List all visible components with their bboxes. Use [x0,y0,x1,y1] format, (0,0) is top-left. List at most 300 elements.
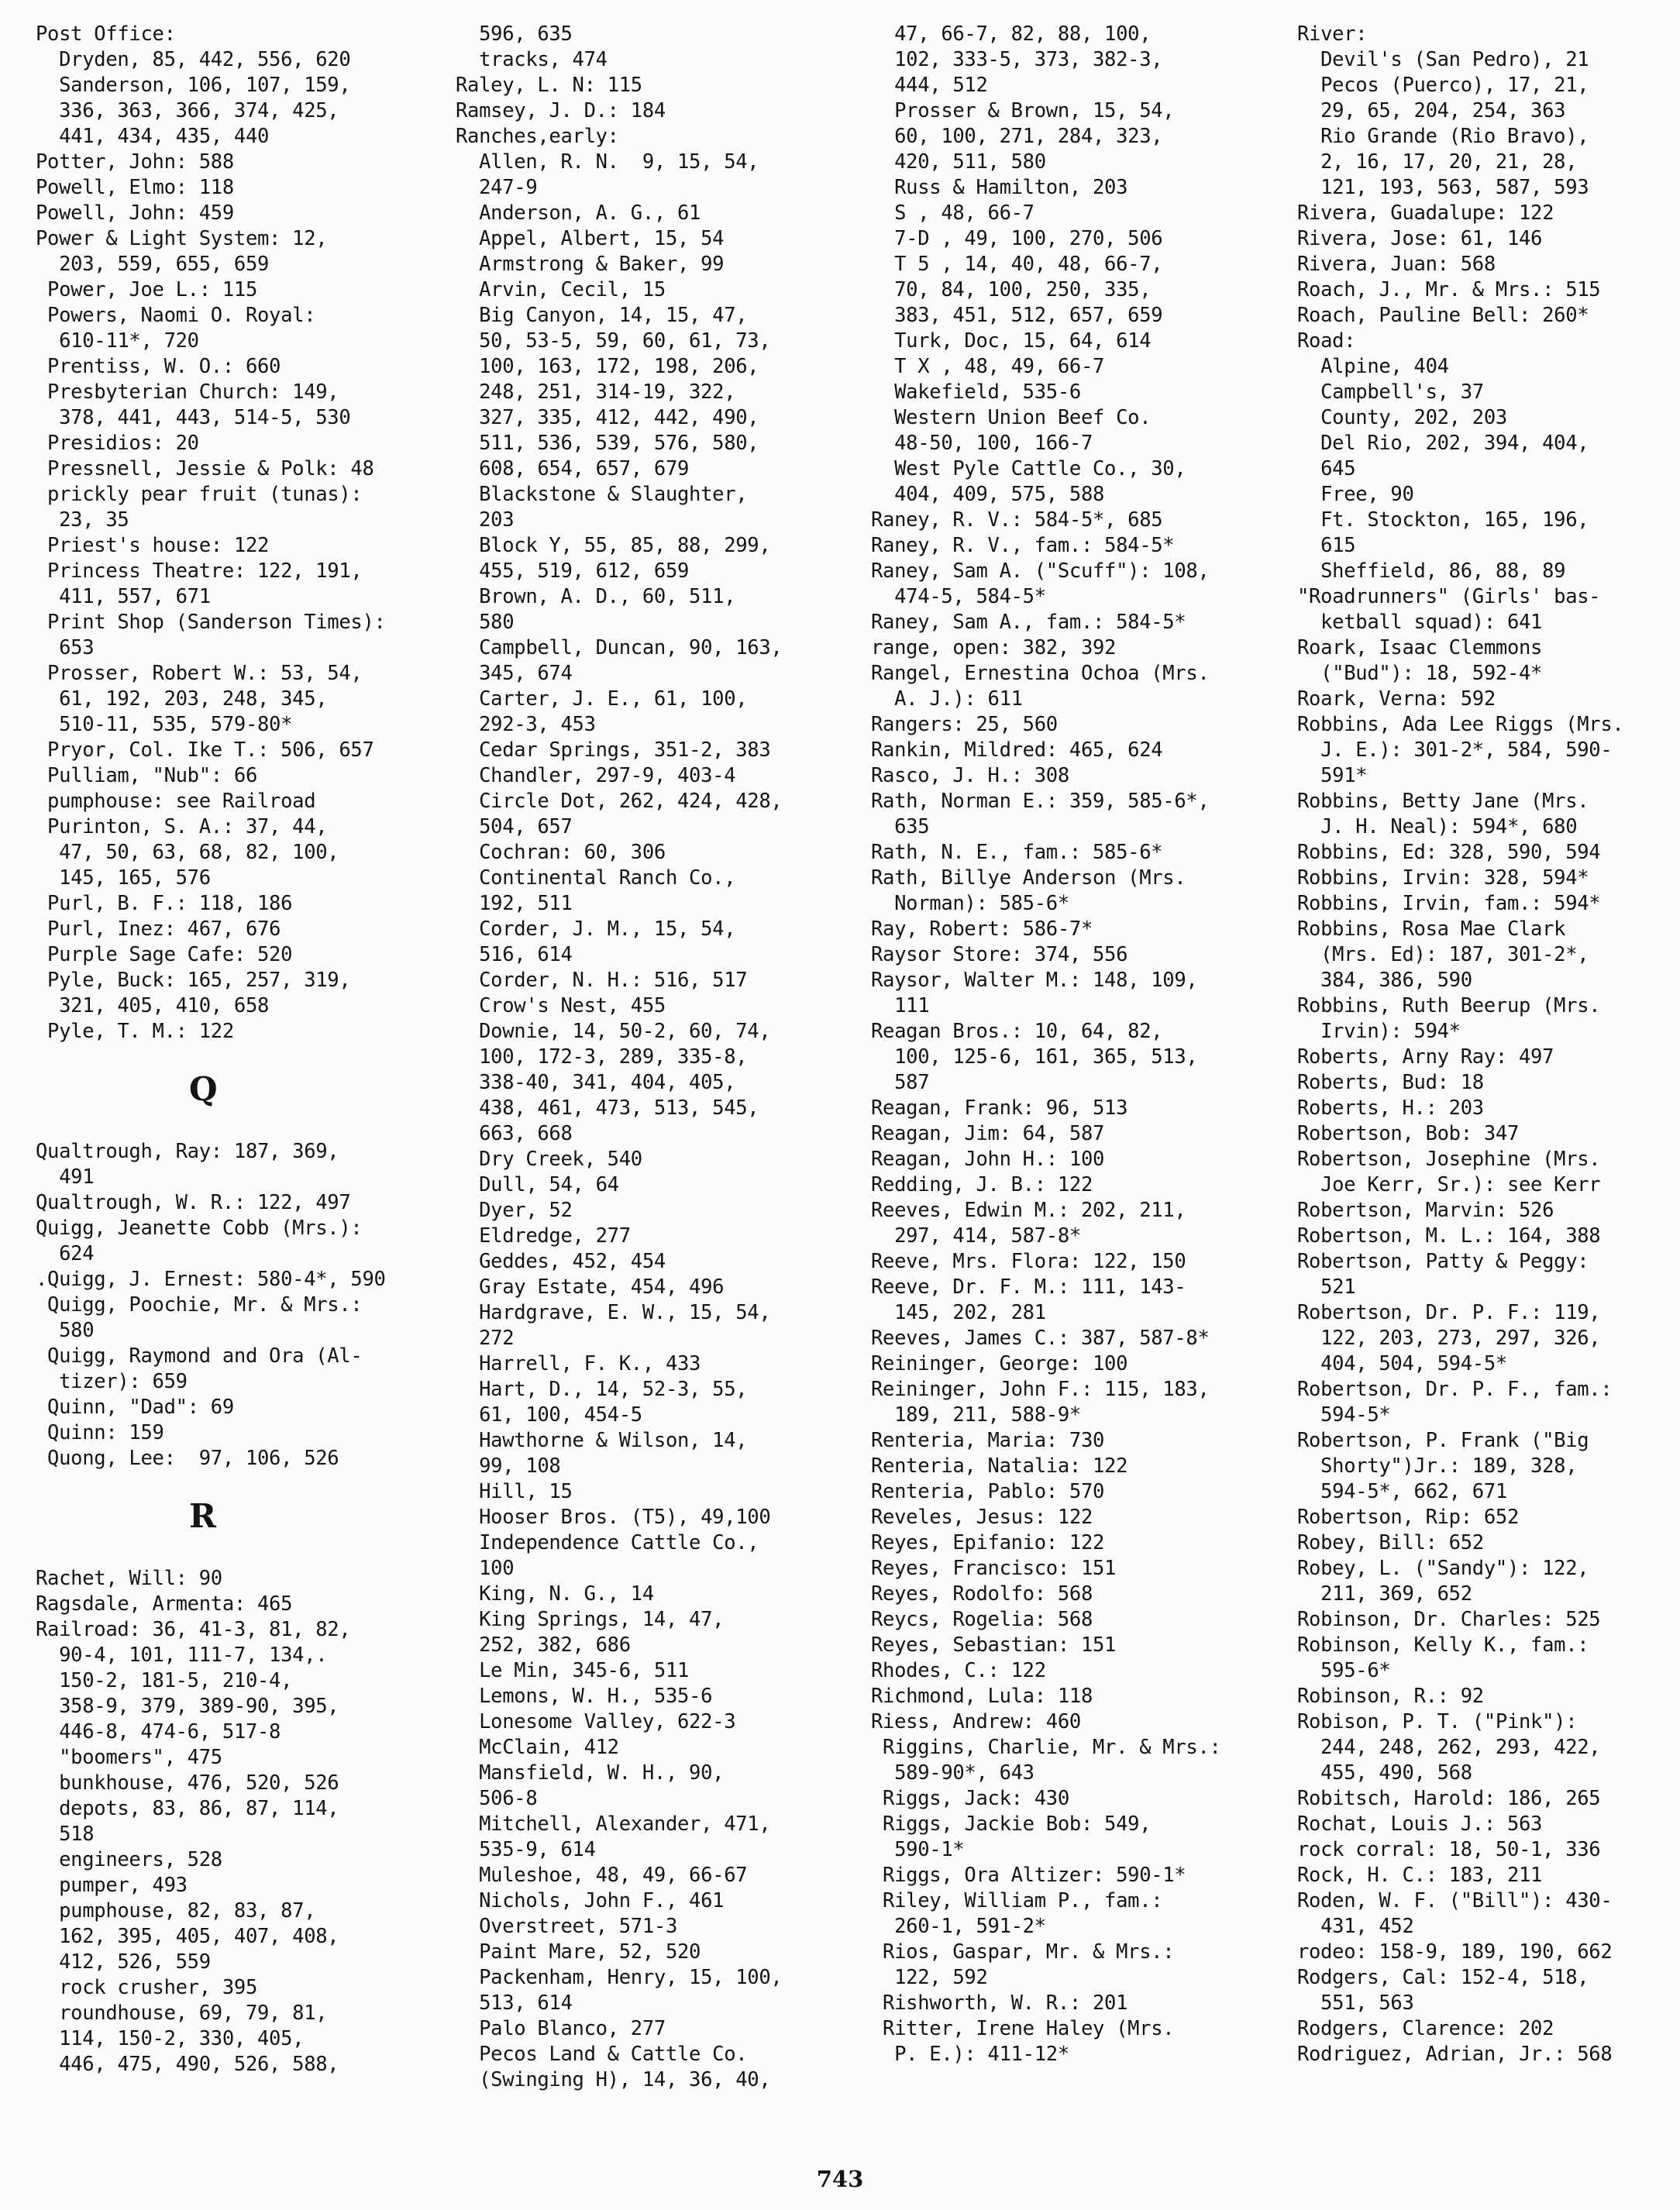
index-entry-line: 338-40, 341, 404, 405, [456,1071,736,1094]
index-entry-line: 102, 333-5, 373, 382-3, [871,48,1163,71]
index-entry-line: Rock, H. C.: 183, 211 [1297,1864,1543,1887]
index-entry-line: Robison, P. T. ("Pink"): [1297,1710,1578,1733]
index-entry-line: 444, 512 [871,74,988,97]
index-entry-line: Block Y, 55, 85, 88, 299, [456,534,771,557]
index-entry-line: T 5 , 14, 40, 48, 66-7, [871,253,1163,276]
index-entry-line: Pecos Land & Cattle Co. [456,2043,748,2066]
index-entry-line: Blackstone & Slaughter, [456,483,748,506]
index-entry-line: Ray, Robert: 586-7* [871,917,1093,941]
index-entry-line: 591* [1297,764,1368,787]
index-entry-line: Raysor, Walter M.: 148, 109, [871,969,1198,992]
index-entry-line: 192, 511 [456,892,573,915]
index-entry-line: Post Office: [36,22,176,46]
index-entry-line: Power, Joe L.: 115 [36,278,257,301]
index-column-2 [456,22,782,2093]
index-entry-line: 594-5* [1297,1403,1391,1427]
index-entry-line: Brown, A. D., 60, 511, [456,585,736,608]
index-entry-line: 358-9, 379, 389-90, 395, [36,1695,339,1718]
index-entry-line: 189, 211, 588-9* [871,1403,1081,1427]
index-entry-line: Riess, Andrew: 460 [871,1710,1081,1733]
index-entry-line: Raney, R. V.: 584-5*, 685 [871,508,1163,532]
index-entry-line: J. E.): 301-2*, 584, 590- [1297,738,1613,762]
index-entry-line: Princess Theatre: 122, 191, [36,559,363,583]
section-letter-heading: R [189,1497,216,1535]
index-entry-line: 446-8, 474-6, 517-8 [36,1720,281,1744]
index-column-1 [36,22,386,2077]
index-entry-line: Robbins, Betty Jane (Mrs. [1297,790,1589,813]
index-entry-line: Geddes, 452, 454 [456,1250,666,1273]
index-entry-line: 610-11*, 720 [36,329,199,353]
index-entry-line: 441, 434, 435, 440 [36,125,270,148]
index-entry-line: Railroad: 36, 41-3, 81, 82, [36,1618,351,1641]
index-entry-line: 596, 635 [456,22,573,46]
index-entry-line: Rath, N. E., fam.: 585-6* [871,841,1163,864]
index-entry-line: Pulliam, "Nub": 66 [36,764,257,787]
index-entry-line: Arvin, Cecil, 15 [456,278,666,301]
index-entry-line: pumphouse, 82, 83, 87, [36,1899,316,1923]
index-entry-line: Rivera, Guadalupe: 122 [1297,201,1554,225]
index-entry-line: Armstrong & Baker, 99 [456,253,725,276]
index-entry-line: Mansfield, W. H., 90, [456,1761,725,1785]
index-entry-line: depots, 83, 86, 87, 114, [36,1797,339,1820]
index-entry-line: ketball squad): 641 [1297,611,1543,634]
index-entry-line: Reagan Bros.: 10, 64, 82, [871,1020,1163,1043]
index-entry-line: Irvin): 594* [1297,1020,1461,1043]
index-entry-line: 203, 559, 655, 659 [36,253,270,276]
index-entry-line: Roark, Isaac Clemmons [1297,636,1543,659]
index-entry-line: 70, 84, 100, 250, 335, [871,278,1152,301]
index-entry-line: Powell, Elmo: 118 [36,176,234,199]
index-entry-line: Print Shop (Sanderson Times): [36,611,386,634]
index-entry-line: 645 [1297,457,1356,480]
index-entry-line: Rangers: 25, 560 [871,713,1058,736]
index-entry-line: Reyes, Epifanio: 122 [871,1531,1105,1554]
index-entry-line: 624 [36,1242,95,1265]
index-entry-line: tracks, 474 [456,48,608,71]
index-entry-line: P. E.): 411-12* [871,2043,1069,2066]
index-entry-line: 580 [36,1319,95,1342]
index-entry-line: Reeve, Mrs. Flora: 122, 150 [871,1250,1186,1273]
index-entry-line: Roberts, Arny Ray: 497 [1297,1045,1554,1069]
index-entry-line: Renteria, Natalia: 122 [871,1454,1128,1478]
index-entry-line: Road: [1297,329,1356,353]
index-entry-line: Allen, R. N. 9, 15, 54, [456,150,759,174]
index-entry-line: 384, 386, 590 [1297,969,1472,992]
index-entry-line: (Swinging H), 14, 36, 40, [456,2068,771,2091]
index-entry-line: Ranches,early: [456,125,619,148]
index-entry-line: Le Min, 345-6, 511 [456,1659,690,1682]
index-entry-line: 7-D , 49, 100, 270, 506 [871,227,1163,250]
index-entry-line: 551, 563 [1297,1991,1414,2015]
index-entry-line: Powell, John: 459 [36,201,234,225]
index-entry-line: Rachet, Will: 90 [36,1567,222,1590]
index-entry-line: 345, 674 [456,662,573,685]
index-entry-line: 474-5, 584-5* [871,585,1046,608]
index-entry-line: Raney, Sam A., fam.: 584-5* [871,611,1186,634]
index-entry-line: Renteria, Maria: 730 [871,1429,1105,1452]
index-entry-line: Robertson, Bob: 347 [1297,1122,1519,1145]
index-entry-line: Norman): 585-6* [871,892,1069,915]
index-entry-line: Hardgrave, E. W., 15, 54, [456,1301,771,1324]
index-entry-line: 297, 414, 587-8* [871,1224,1081,1248]
index-entry-line: Quigg, Jeanette Cobb (Mrs.): [36,1217,363,1240]
index-entry-line: Appel, Albert, 15, 54 [456,227,725,250]
index-column-3 [871,22,1221,2067]
index-entry-line: "boomers", 475 [36,1746,222,1769]
index-entry-line: Reyes, Sebastian: 151 [871,1633,1117,1657]
index-entry-line: Rasco, J. H.: 308 [871,764,1069,787]
index-entry-line: 100, 163, 172, 198, 206, [456,355,759,378]
index-entry-line: Raney, Sam A. ("Scuff"): 108, [871,559,1210,583]
index-entry-line: Rhodes, C.: 122 [871,1659,1046,1682]
index-entry-line: Rochat, Louis J.: 563 [1297,1812,1543,1836]
page-number: 743 [816,2166,864,2192]
index-entry-line: Roden, W. F. ("Bill"): 430- [1297,1889,1613,1912]
index-entry-line: Palo Blanco, 277 [456,2017,666,2040]
index-entry-line: Turk, Doc, 15, 64, 614 [871,329,1152,353]
index-entry-line: King Springs, 14, 47, [456,1608,725,1631]
index-entry-line: Rodgers, Cal: 152-4, 518, [1297,1966,1589,1989]
index-entry-line: Robertson, P. Frank ("Big [1297,1429,1589,1452]
index-entry-line: Robertson, Josephine (Mrs. [1297,1148,1601,1171]
index-entry-line: Chandler, 297-9, 403-4 [456,764,736,787]
index-entry-line: tizer): 659 [36,1370,188,1393]
index-entry-line: 247-9 [456,176,538,199]
index-entry-line: 111 [871,994,930,1017]
index-entry-line: Rath, Norman E.: 359, 585-6*, [871,790,1210,813]
index-entry-line: Shorty")Jr.: 189, 328, [1297,1454,1578,1478]
index-entry-line: Del Rio, 202, 394, 404, [1297,432,1589,455]
index-entry-line: 47, 50, 63, 68, 82, 100, [36,841,339,864]
index-entry-line: 589-90*, 643 [871,1761,1035,1785]
index-entry-line: Robertson, Marvin: 526 [1297,1199,1554,1222]
index-entry-line: 61, 192, 203, 248, 345, [36,687,328,711]
index-entry-line: Raley, L. N: 115 [456,74,642,97]
index-entry-line: 511, 536, 539, 576, 580, [456,432,759,455]
index-entry-line: Qualtrough, Ray: 187, 369, [36,1140,339,1163]
index-entry-line: County, 202, 203 [1297,406,1507,429]
index-entry-line: Alpine, 404 [1297,355,1449,378]
index-entry-line: Roach, Pauline Bell: 260* [1297,304,1589,327]
index-entry-line: Quigg, Raymond and Ora (Al- [36,1344,363,1368]
index-entry-line: 48-50, 100, 166-7 [871,432,1093,455]
index-entry-line: 100, 172-3, 289, 335-8, [456,1045,748,1069]
index-entry-line: 252, 382, 686 [456,1633,631,1657]
index-entry-line: 404, 504, 594-5* [1297,1352,1507,1375]
index-entry-line: 412, 526, 559 [36,1950,211,1974]
index-entry-line: Richmond, Lula: 118 [871,1685,1093,1708]
index-entry-line: Roberts, H.: 203 [1297,1096,1484,1120]
index-entry-line: 513, 614 [456,1991,573,2015]
index-entry-line: Robbins, Ruth Beerup (Mrs. [1297,994,1601,1017]
index-entry-line: Robbins, Ed: 328, 590, 594 [1297,841,1601,864]
index-entry-line: 383, 451, 512, 657, 659 [871,304,1163,327]
index-entry-line: Robinson, Dr. Charles: 525 [1297,1608,1601,1631]
index-entry-line: S , 48, 66-7 [871,201,1035,225]
index-entry-line: 336, 363, 366, 374, 425, [36,99,339,122]
index-entry-line: Quong, Lee: 97, 106, 526 [36,1447,339,1470]
index-entry-line: Corder, N. H.: 516, 517 [456,969,748,992]
index-entry-line: Robbins, Irvin: 328, 594* [1297,866,1589,890]
index-entry-line: 122, 592 [871,1966,988,1989]
index-entry-line: Rodriguez, Adrian, Jr.: 568 [1297,2043,1613,2066]
index-entry-line: bunkhouse, 476, 520, 526 [36,1771,339,1795]
index-entry-line: Rodgers, Clarence: 202 [1297,2017,1554,2040]
index-entry-line: Rangel, Ernestina Ochoa (Mrs. [871,662,1210,685]
index-entry-line: Reagan, John H.: 100 [871,1148,1105,1171]
index-entry-line: Crow's Nest, 455 [456,994,666,1017]
index-entry-line: 145, 202, 281 [871,1301,1046,1324]
index-entry-line: 122, 203, 273, 297, 326, [1297,1327,1601,1350]
index-entry-line: 455, 519, 612, 659 [456,559,690,583]
index-entry-line: Lonesome Valley, 622-3 [456,1710,736,1733]
index-entry-line: River: [1297,22,1368,46]
index-entry-line: engineers, 528 [36,1848,222,1871]
index-entry-line: 211, 369, 652 [1297,1582,1472,1606]
index-entry-line: Russ & Hamilton, 203 [871,176,1128,199]
index-entry-line: Cochran: 60, 306 [456,841,666,864]
index-entry-line: Rivera, Jose: 61, 146 [1297,227,1543,250]
index-entry-line: Robinson, R.: 92 [1297,1685,1484,1708]
index-entry-line: Purl, Inez: 467, 676 [36,917,281,941]
index-entry-line: Roberts, Bud: 18 [1297,1071,1484,1094]
index-entry-line: 535-9, 614 [456,1838,596,1861]
index-entry-line: Ragsdale, Armenta: 465 [36,1592,293,1616]
index-entry-line: Rishworth, W. R.: 201 [871,1991,1128,2015]
index-entry-line: 61, 100, 454-5 [456,1403,642,1427]
index-entry-line: Reyes, Francisco: 151 [871,1557,1117,1580]
index-entry-line: Rath, Billye Anderson (Mrs. [871,866,1186,890]
index-entry-line: Lemons, W. H., 535-6 [456,1685,713,1708]
index-entry-line: Reyes, Rodolfo: 568 [871,1582,1093,1606]
index-entry-line: Robbins, Ada Lee Riggs (Mrs. [1297,713,1624,736]
index-entry-line: 100, 125-6, 161, 365, 513, [871,1045,1198,1069]
index-entry-line: Raysor Store: 374, 556 [871,943,1128,966]
index-entry-line: Rios, Gaspar, Mr. & Mrs.: [871,1940,1175,1964]
index-entry-line: Powers, Naomi O. Royal: [36,304,316,327]
index-entry-line: Devil's (San Pedro), 21 [1297,48,1589,71]
index-entry-line: Western Union Beef Co. [871,406,1152,429]
index-entry-line: Overstreet, 571-3 [456,1915,677,1938]
index-entry-line: 420, 511, 580 [871,150,1046,174]
index-entry-line: ("Bud"): 18, 592-4* [1297,662,1543,685]
index-entry-line: 378, 441, 443, 514-5, 530 [36,406,351,429]
index-entry-line: Reeves, James C.: 387, 587-8* [871,1327,1210,1350]
index-entry-line: Dry Creek, 540 [456,1148,642,1171]
index-entry-line: Reagan, Frank: 96, 513 [871,1096,1128,1120]
index-entry-line: Quinn: 159 [36,1421,164,1444]
index-entry-line: 504, 657 [456,815,573,838]
index-entry-line: Sheffield, 86, 88, 89 [1297,559,1566,583]
index-entry-line: Presbyterian Church: 149, [36,380,339,404]
index-entry-line: .Quigg, J. Ernest: 580-4*, 590 [36,1268,386,1291]
index-entry-line: Qualtrough, W. R.: 122, 497 [36,1191,351,1214]
index-entry-line: Ritter, Irene Haley (Mrs. [871,2017,1175,2040]
index-entry-line: Downie, 14, 50-2, 60, 74, [456,1020,771,1043]
index-entry-line: Roark, Verna: 592 [1297,687,1496,711]
index-entry-line: Pryor, Col. Ike T.: 506, 657 [36,738,374,762]
index-entry-line: 100 [456,1557,515,1580]
index-entry-line: 260-1, 591-2* [871,1915,1046,1938]
index-entry-line: 121, 193, 563, 587, 593 [1297,176,1589,199]
index-entry-line: 653 [36,636,95,659]
index-entry-line: Circle Dot, 262, 424, 428, [456,790,783,813]
index-entry-line: Anderson, A. G., 61 [456,201,701,225]
index-entry-line: Continental Ranch Co., [456,866,736,890]
index-entry-line: Power & Light System: 12, [36,227,328,250]
index-entry-line: "Roadrunners" (Girls' bas- [1297,585,1601,608]
index-entry-line: Quigg, Poochie, Mr. & Mrs.: [36,1293,363,1317]
index-entry-line: Free, 90 [1297,483,1414,506]
index-entry-line: Paint Mare, 52, 520 [456,1940,701,1964]
index-entry-line: Potter, John: 588 [36,150,234,174]
index-entry-line: 321, 405, 410, 658 [36,994,270,1017]
index-entry-line: Dyer, 52 [456,1199,573,1222]
index-entry-line: Redding, J. B.: 122 [871,1173,1093,1196]
index-entry-line: 615 [1297,534,1356,557]
index-entry-line: Ft. Stockton, 165, 196, [1297,508,1589,532]
index-entry-line: Priest's house: 122 [36,534,270,557]
index-entry-line: Rankin, Mildred: 465, 624 [871,738,1163,762]
index-entry-line: 594-5*, 662, 671 [1297,1480,1507,1503]
index-entry-line: 248, 251, 314-19, 322, [456,380,736,404]
index-entry-line: 491 [36,1165,95,1189]
index-entry-line: 2, 16, 17, 20, 21, 28, [1297,150,1578,174]
index-entry-line: Roach, J., Mr. & Mrs.: 515 [1297,278,1601,301]
index-entry-line: Harrell, F. K., 433 [456,1352,701,1375]
index-entry-line: 327, 335, 412, 442, 490, [456,406,759,429]
index-entry-line: Reagan, Jim: 64, 587 [871,1122,1105,1145]
index-entry-line: Renteria, Pablo: 570 [871,1480,1105,1503]
index-entry-line: 580 [456,611,515,634]
index-entry-line: Reeves, Edwin M.: 202, 211, [871,1199,1186,1222]
index-entry-line: Hooser Bros. (T5), 49,100 [456,1506,771,1529]
index-entry-line: Pyle, Buck: 165, 257, 319, [36,969,351,992]
index-entry-line: A. J.): 611 [871,687,1023,711]
index-entry-line: 404, 409, 575, 588 [871,483,1105,506]
index-entry-line: Reeve, Dr. F. M.: 111, 143- [871,1275,1186,1299]
index-entry-line: McClain, 412 [456,1736,619,1759]
index-entry-line: prickly pear fruit (tunas): [36,483,363,506]
index-entry-line: 446, 475, 490, 526, 588, [36,2053,339,2076]
index-entry-line: 244, 248, 262, 293, 422, [1297,1736,1601,1759]
index-entry-line: Rio Grande (Rio Bravo), [1297,125,1589,148]
index-entry-line: 608, 654, 657, 679 [456,457,690,480]
index-entry-line: Robertson, M. L.: 164, 388 [1297,1224,1601,1248]
index-entry-line: pumper, 493 [36,1874,188,1897]
index-entry-line: Quinn, "Dad": 69 [36,1396,234,1419]
index-entry-line: Muleshoe, 48, 49, 66-67 [456,1864,748,1887]
index-entry-line: 60, 100, 271, 284, 323, [871,125,1163,148]
index-entry-line: Robey, L. ("Sandy"): 122, [1297,1557,1589,1580]
index-entry-line: Robertson, Patty & Peggy: [1297,1250,1589,1273]
index-entry-line: Dryden, 85, 442, 556, 620 [36,48,351,71]
index-entry-line: Riley, William P., fam.: [871,1889,1163,1912]
index-entry-line: Raney, R. V., fam.: 584-5* [871,534,1175,557]
index-entry-line: Campbell, Duncan, 90, 163, [456,636,783,659]
index-entry-line: Corder, J. M., 15, 54, [456,917,736,941]
index-entry-line: 518 [36,1823,95,1846]
index-entry-line: (Mrs. Ed): 187, 301-2*, [1297,943,1589,966]
index-entry-line: Gray Estate, 454, 496 [456,1275,725,1299]
index-entry-line: Purple Sage Cafe: 520 [36,943,293,966]
index-entry-line: Pressnell, Jessie & Polk: 48 [36,457,374,480]
index-entry-line: Independence Cattle Co., [456,1531,759,1554]
index-entry-line: Reininger, George: 100 [871,1352,1128,1375]
index-entry-line: 50, 53-5, 59, 60, 61, 73, [456,329,771,353]
index-entry-line: 145, 165, 576 [36,866,211,890]
index-entry-line: 587 [871,1071,930,1094]
index-entry-line: Robitsch, Harold: 186, 265 [1297,1787,1601,1810]
index-entry-line: Reycs, Rogelia: 568 [871,1608,1093,1631]
index-entry-line: 23, 35 [36,508,129,532]
index-entry-line: 516, 614 [456,943,573,966]
index-entry-line: Nichols, John F., 461 [456,1889,725,1912]
index-entry-line: 590-1* [871,1838,965,1861]
index-entry-line: 635 [871,815,930,838]
index-entry-line: Sanderson, 106, 107, 159, [36,74,351,97]
index-entry-line: Robertson, Dr. P. F., fam.: [1297,1378,1613,1401]
index-entry-line: 431, 452 [1297,1915,1414,1938]
index-entry-line: Robbins, Rosa Mae Clark [1297,917,1566,941]
index-entry-line: 150-2, 181-5, 210-4, [36,1669,293,1692]
index-entry-line: Carter, J. E., 61, 100, [456,687,748,711]
index-entry-line: 203 [456,508,515,532]
index-entry-line: Pecos (Puerco), 17, 21, [1297,74,1589,97]
index-entry-line: Robertson, Dr. P. F.: 119, [1297,1301,1601,1324]
index-entry-line: rock corral: 18, 50-1, 336 [1297,1838,1601,1861]
index-entry-line: Purl, B. F.: 118, 186 [36,892,293,915]
index-entry-line: Prentiss, W. O.: 660 [36,355,281,378]
index-entry-line: 438, 461, 473, 513, 545, [456,1096,759,1120]
index-entry-line: 455, 490, 568 [1297,1761,1472,1785]
index-entry-line: Reininger, John F.: 115, 183, [871,1378,1210,1401]
index-entry-line: 162, 395, 405, 407, 408, [36,1925,339,1948]
index-entry-line: 663, 668 [456,1122,573,1145]
index-column-4 [1297,22,1623,2067]
index-entry-line: Hill, 15 [456,1480,573,1503]
index-entry-line: Presidios: 20 [36,432,199,455]
index-entry-line: Pyle, T. M.: 122 [36,1020,234,1043]
index-entry-line: 411, 557, 671 [36,585,211,608]
index-entry-line: rodeo: 158-9, 189, 190, 662 [1297,1940,1613,1964]
index-entry-line: West Pyle Cattle Co., 30, [871,457,1186,480]
index-entry-line: Prosser & Brown, 15, 54, [871,99,1175,122]
index-entry-line: Prosser, Robert W.: 53, 54, [36,662,363,685]
index-entry-line: Joe Kerr, Sr.): see Kerr [1297,1173,1601,1196]
index-entry-line: Campbell's, 37 [1297,380,1484,404]
index-entry-line: Packenham, Henry, 15, 100, [456,1966,783,1989]
index-entry-line: Mitchell, Alexander, 471, [456,1812,771,1836]
index-entry-line: 29, 65, 204, 254, 363 [1297,99,1566,122]
index-entry-line: Hawthorne & Wilson, 14, [456,1429,748,1452]
index-entry-line: Rivera, Juan: 568 [1297,253,1496,276]
index-entry-line: Robinson, Kelly K., fam.: [1297,1633,1589,1657]
index-entry-line: Ramsey, J. D.: 184 [456,99,666,122]
index-entry-line: 272 [456,1327,515,1350]
section-letter-heading: Q [189,1070,218,1108]
index-entry-line: Wakefield, 535-6 [871,380,1081,404]
index-entry-line: Purinton, S. A.: 37, 44, [36,815,328,838]
index-entry-line: 99, 108 [456,1454,561,1478]
index-entry-line: rock crusher, 395 [36,1976,257,1999]
index-entry-line: Hart, D., 14, 52-3, 55, [456,1378,748,1401]
index-entry-line: range, open: 382, 392 [871,636,1117,659]
index-entry-line: Riggs, Ora Altizer: 590-1* [871,1864,1186,1887]
index-entry-line: 510-11, 535, 579-80* [36,713,293,736]
index-entry-line: King, N. G., 14 [456,1582,654,1606]
index-entry-line: Dull, 54, 64 [456,1173,619,1196]
